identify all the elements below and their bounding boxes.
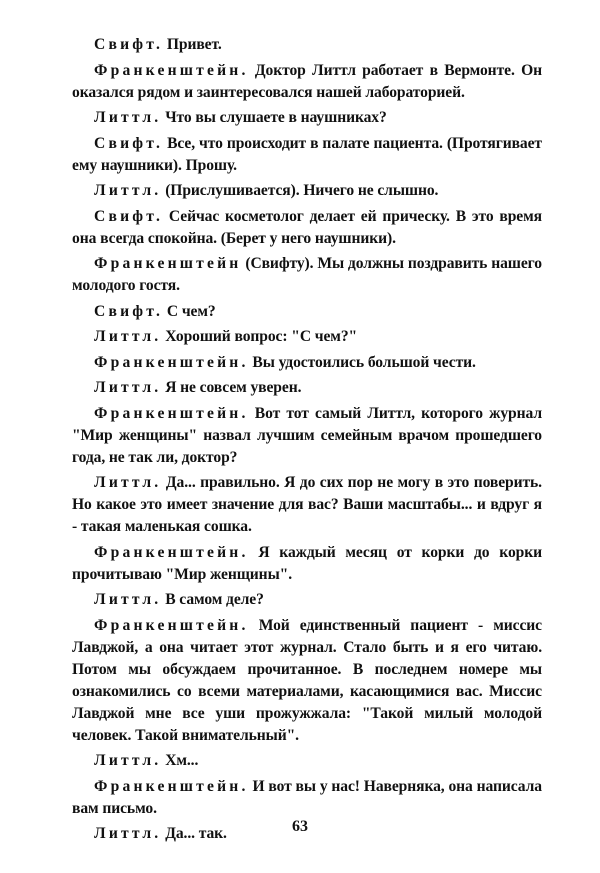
dialogue-line <box>72 776 542 820</box>
speaker-name: Литтл. <box>94 328 162 345</box>
dialogue-text: Мой единственный пациент - миссис Лавджой, а она читает этот журнал. Стало быть и я его читаю. Потом мы обсуждаем прочитанное. В последнем номере мы ознакомились со всеми материалами, касающимися вас. Миссис Лавджой мне все уши прожужжала: "Такой милый молодой человек. Такой внимательный". <box>72 616 542 744</box>
speaker-name: Литтл. <box>94 752 162 769</box>
speaker-name: Литтл. <box>94 109 162 126</box>
dialogue-line <box>72 750 542 772</box>
dialogue-line <box>72 180 542 202</box>
speaker-name: Свифт. <box>94 207 164 225</box>
dialogue-text: Все, что происходит в палате пациента. (Протягивает ему наушники). Прошу. <box>72 134 542 174</box>
dialogue-line <box>72 352 542 374</box>
dialogue-line <box>72 133 542 177</box>
speaker-name: Свифт. <box>94 36 164 53</box>
speaker-name: Франкенштейн. <box>94 61 249 79</box>
speaker-name: Литтл. <box>94 825 162 842</box>
speaker-name: Франкенштейн <box>94 255 242 272</box>
dialogue-text: Привет. <box>166 36 222 53</box>
dialogue-line <box>72 326 542 348</box>
page-body <box>72 34 542 849</box>
dialogue-line <box>72 403 542 469</box>
dialogue-text: (Прислушивается). Ничего не слышно. <box>165 182 439 199</box>
dialogue-text: Я каждый месяц от корки до корки прочитываю "Мир женщины". <box>72 543 542 583</box>
page-number: 63 <box>292 818 308 835</box>
speaker-name: Франкенштейн. <box>94 543 249 561</box>
dialogue-text: Доктор Литтл работает в Вермонте. Он оказался рядом и заинтересовался нашей лабораторией. <box>72 61 542 101</box>
dialogue-text: Я не совсем уверен. <box>165 379 302 396</box>
speaker-name: Свифт. <box>94 302 164 320</box>
dialogue-line <box>72 301 542 323</box>
speaker-name: Литтл. <box>94 379 162 396</box>
speaker-name: Франкенштейн. <box>94 353 249 371</box>
speaker-name: Франкенштейн. <box>94 777 249 795</box>
dialogue-text: Что вы слушаете в наушниках? <box>165 109 387 126</box>
dialogue-line <box>72 107 542 129</box>
dialogue-text: Вот тот самый Литтл, которого журнал "Мир женщины" назвал лучшим семейным врачом прошедшего года, не так ли, доктор? <box>72 404 542 466</box>
speaker-name: Литтл. <box>94 591 162 608</box>
dialogue-text: Хороший вопрос: "С чем?" <box>165 328 358 345</box>
dialogue-line <box>72 34 542 56</box>
dialogue-text: (Свифту). Мы должны поздравить нашего молодого гостя. <box>72 255 542 294</box>
dialogue-line <box>72 377 542 399</box>
dialogue-text: И вот вы у нас! Наверняка, она написала вам письмо. <box>72 777 542 817</box>
dialogue-line <box>72 615 542 747</box>
dialogue-line <box>72 253 542 297</box>
dialogue-text: Вы удостоились большой чести. <box>252 353 476 371</box>
dialogue-line <box>72 472 542 538</box>
dialogue-text: С чем? <box>166 302 216 320</box>
speaker-name: Франкенштейн. <box>94 616 249 634</box>
speaker-name: Свифт. <box>94 134 164 152</box>
speaker-name: Литтл. <box>94 474 162 491</box>
dialogue-text: Хм... <box>165 752 199 769</box>
speaker-name: Франкенштейн. <box>94 404 249 422</box>
speaker-name: Литтл. <box>94 182 162 199</box>
dialogue-line <box>72 542 542 586</box>
dialogue-text: Сейчас косметолог делает ей прическу. В это время она всегда спокойна. (Берет у него наушники). <box>72 207 542 247</box>
dialogue-text: Да... правильно. Я до сих пор не могу в это поверить. Но какое это имеет значение для вас? Ваши масштабы... и вдруг я - такая маленькая сошка. <box>72 474 542 535</box>
dialogue-line <box>72 206 542 250</box>
dialogue-line <box>72 60 542 104</box>
dialogue-line <box>72 589 542 611</box>
dialogue-text: В самом деле? <box>165 591 264 608</box>
dialogue-text: Да... так. <box>165 825 227 842</box>
